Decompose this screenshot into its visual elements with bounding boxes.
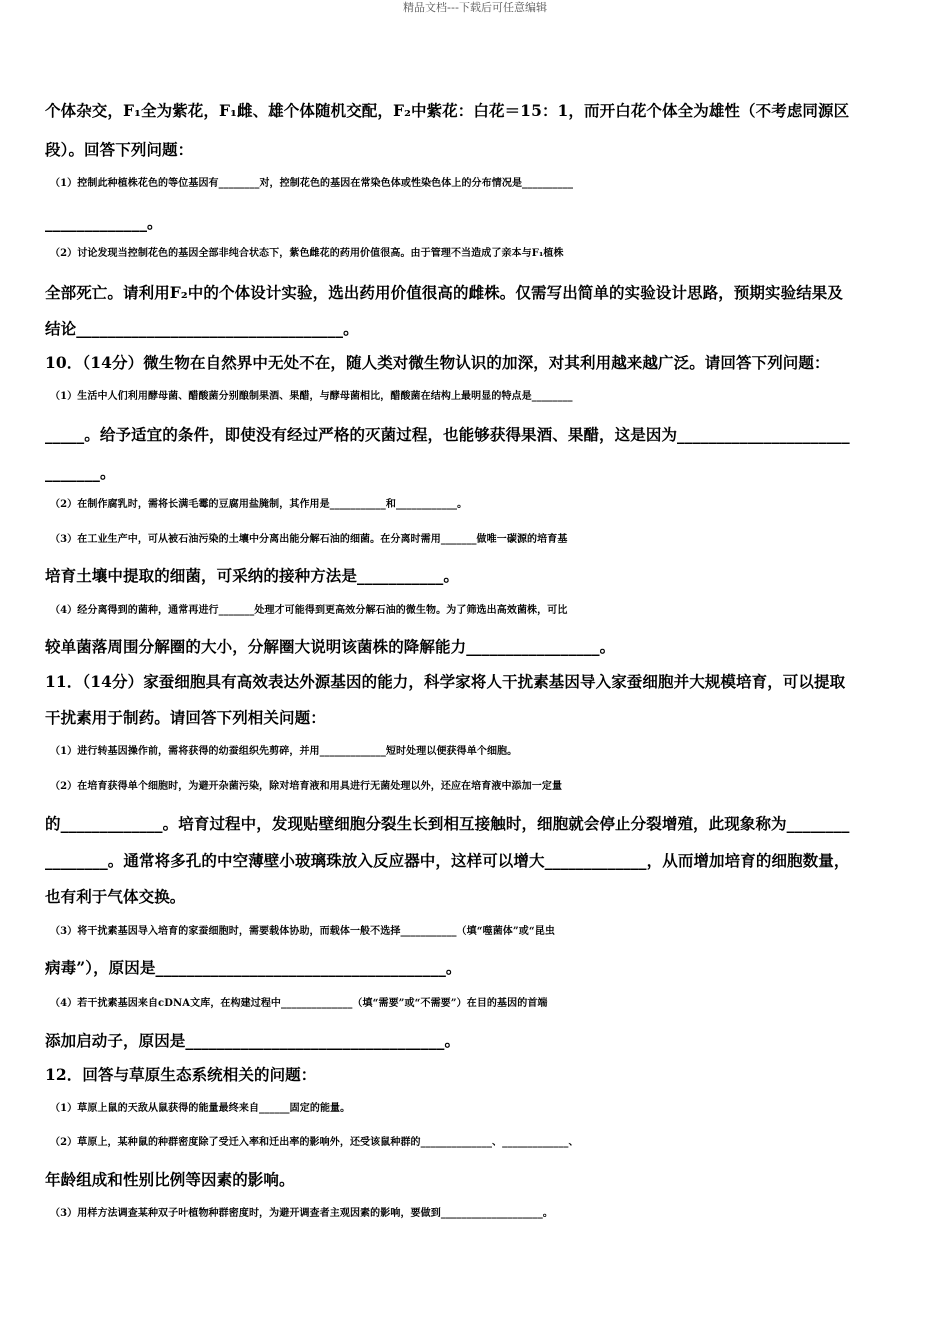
text-line: 较单菌落周围分解圈的大小，分解圈大说明该菌株的降解能力_________________。 (45, 637, 616, 656)
text-line: _____________。 (45, 213, 163, 232)
text-line: 干扰素用于制药。请回答下列相关问题： (45, 708, 326, 727)
question-line: （2）讨论发现当控制花色的基因全部非纯合状态下，紫色雌花的药用价值很高。由于管理不当造成了亲本与F₁植株 (50, 248, 564, 259)
text-line: 病毒”），原因是_____________________________________。 (45, 958, 462, 977)
question-line: （1）控制此种植株花色的等位基因有________对，控制花色的基因在常染色体或性染色体上的分布情况是__________ (50, 178, 574, 189)
text-line: 结论__________________________________。 (45, 319, 359, 338)
page-header: 精品文档---下载后可任意编辑 (403, 1, 547, 14)
question-heading: 11．（14分）家蚕细胞具有高效表达外源基因的能力，科学家将人干扰素基因导入家蚕细胞并大规模培育，可以提取 (45, 672, 846, 691)
question-line: （4）经分离得到的菌种，通常再进行_______处理才可能得到更高效分解石油的微生物。为了筛选出高效菌株，可比 (50, 605, 568, 616)
question-line: （3）在工业生产中，可从被石油污染的土壤中分离出能分解石油的细菌。在分离时需用_______做唯一碳源的培育基 (50, 534, 568, 545)
text-line: 添加启动子，原因是_________________________________。 (45, 1031, 461, 1050)
text-line: 培育土壤中提取的细菌，可采纳的接种方法是___________。 (45, 566, 459, 585)
question-line: （2）在培育获得单个细胞时，为避开杂菌污染，除对培育液和用具进行无菌处理以外，还应在培育液中添加一定量 (50, 781, 563, 792)
question-line: （4）若干扰素基因来自cDNA文库，在构建过程中______________（填“需要”或“不需要”）在目的基因的首端 (50, 998, 548, 1009)
text-line: ________。通常将多孔的中空薄壁小玻璃珠放入反应器中，这样可以增大_____________，从而增加培育的细胞数量， (45, 851, 850, 870)
text-line: 也有利于气体交换。 (45, 887, 186, 906)
question-heading: 12．回答与草原生态系统相关的问题： (45, 1065, 317, 1084)
question-line: （3）用样方法调查某种双子叶植物种群密度时，为避开调查者主观因素的影响，要做到____________________。 (50, 1208, 553, 1219)
text-line: 全部死亡。请利用F₂中的个体设计实验，选出药用价值很高的雌株。仅需写出简单的实验设计思路，预期实验结果及 (45, 283, 843, 302)
text-line: 个体杂交，F₁全为紫花，F₁雌、雄个体随机交配，F₂中紫花：白花＝15：1，而开白花个体全为雄性（不考虑同源区 (45, 101, 850, 120)
text-line: 的_____________。培育过程中，发现贴壁细胞分裂生长到相互接触时，细胞就会停止分裂增殖，此现象称为________ (45, 814, 850, 833)
text-line: _______。 (45, 463, 116, 482)
question-line: （1）进行转基因操作前，需将获得的幼蚕组织先剪碎，并用_____________短时处理以便获得单个细胞。 (50, 746, 518, 757)
text-line: _____。给予适宜的条件，即使没有经过严格的灭菌过程，也能够获得果酒、果醋，这是因为______________________ (45, 425, 850, 444)
question-line: （1）草原上鼠的天敌从鼠获得的能量最终来自______固定的能量。 (50, 1103, 351, 1114)
question-line: （1）生活中人们利用酵母菌、醋酸菌分别酿制果酒、果醋，与酵母菌相比，醋酸菌在结构上最明显的特点是________ (50, 391, 573, 402)
question-line: （2）草原上，某种鼠的种群密度除了受迁入率和迁出率的影响外，还受该鼠种群的______________、_____________、 (50, 1137, 579, 1148)
question-heading: 10．（14分）微生物在自然界中无处不在，随人类对微生物认识的加深，对其利用越来越广泛。请回答下列问题： (45, 353, 830, 372)
text-line: 段）。回答下列问题： (45, 140, 194, 159)
text-line: 年龄组成和性别比例等因素的影响。 (45, 1170, 295, 1189)
question-line: （2）在制作腐乳时，需将长满毛霉的豆腐用盐腌制，其作用是___________和____________。 (50, 499, 468, 510)
question-line: （3）将干扰素基因导入培育的家蚕细胞时，需要载体协助，而载体一般不选择___________（填“噬菌体”或“昆虫 (50, 926, 555, 937)
